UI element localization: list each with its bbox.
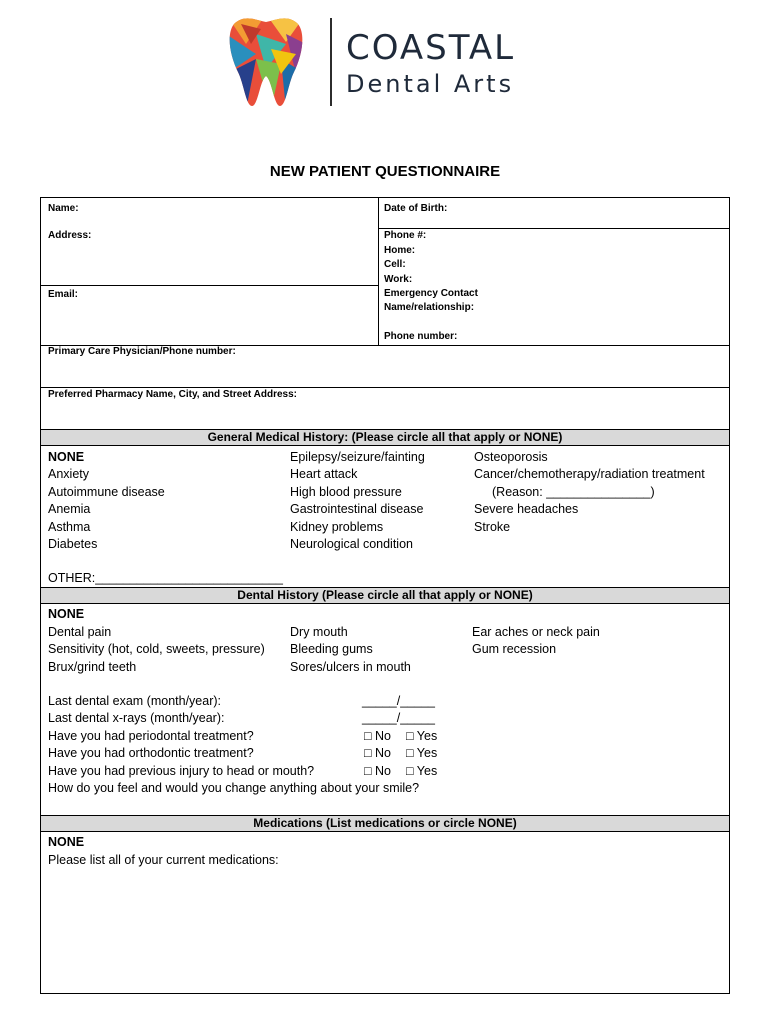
injury-yes-checkbox[interactable]: □ Yes xyxy=(406,764,438,778)
medical-option[interactable]: Osteoporosis xyxy=(474,450,548,464)
cell-phone-field[interactable]: Cell: xyxy=(384,259,406,270)
dental-option[interactable]: Bleeding gums xyxy=(290,642,373,656)
emergency-contact-label: Emergency Contact xyxy=(384,288,478,299)
questionnaire-form xyxy=(40,197,730,994)
dob-field[interactable]: Date of Birth: xyxy=(384,203,448,214)
medical-option[interactable]: Diabetes xyxy=(48,537,98,551)
last-exam-question: Last dental exam (month/year): xyxy=(48,694,221,708)
smile-question[interactable]: How do you feel and would you change anything about your smile? xyxy=(48,781,420,795)
last-xray-field[interactable]: _____/_____ xyxy=(362,711,435,725)
medications-list-field[interactable]: Please list all of your current medications: xyxy=(48,853,279,867)
medical-other-field[interactable]: OTHER:___________________________ xyxy=(48,571,283,585)
medical-option[interactable]: Cancer/chemotherapy/radiation treatment xyxy=(474,467,705,481)
ortho-question: Have you had orthodontic treatment? xyxy=(48,746,254,760)
dental-option[interactable]: Sensitivity (hot, cold, sweets, pressure) xyxy=(48,642,265,656)
dental-option[interactable]: Gum recession xyxy=(472,642,557,656)
clinic-logo xyxy=(226,14,536,110)
work-phone-field[interactable]: Work: xyxy=(384,274,413,285)
tooth-logo-icon xyxy=(226,14,306,110)
perio-question: Have you had periodontal treatment? xyxy=(48,729,254,743)
email-field[interactable]: Email: xyxy=(48,289,79,300)
ortho-no-checkbox[interactable]: □ No xyxy=(364,746,392,760)
brand-subtitle: Dental Arts xyxy=(346,70,515,98)
pharmacy-field[interactable]: Preferred Pharmacy Name, City, and Street Address: xyxy=(48,389,297,400)
medical-option[interactable]: Kidney problems xyxy=(290,520,384,534)
dental-option[interactable]: Dry mouth xyxy=(290,625,348,639)
home-phone-field[interactable]: Home: xyxy=(384,245,416,256)
ortho-yes-checkbox[interactable]: □ Yes xyxy=(406,746,438,760)
medical-option[interactable]: Anxiety xyxy=(48,467,89,481)
perio-no-checkbox[interactable]: □ No xyxy=(364,729,392,743)
logo-divider xyxy=(330,18,332,106)
perio-yes-checkbox[interactable]: □ Yes xyxy=(406,729,438,743)
injury-question: Have you had previous injury to head or mouth? xyxy=(48,764,315,778)
page-title: NEW PATIENT QUESTIONNAIRE xyxy=(269,163,501,180)
brand-name: COASTAL xyxy=(346,28,516,68)
medical-option[interactable]: Heart attack xyxy=(290,467,358,481)
medical-option[interactable]: Anemia xyxy=(48,502,91,516)
dental-history-header: Dental History (Please circle all that apply or NONE) xyxy=(41,587,729,604)
medications-header: Medications (List medications or circle NONE) xyxy=(41,815,729,832)
medical-option[interactable]: Autoimmune disease xyxy=(48,485,165,499)
medical-option[interactable]: Asthma xyxy=(48,520,91,534)
dental-none-option[interactable]: NONE xyxy=(48,607,85,621)
dental-option[interactable]: Brux/grind teeth xyxy=(48,660,137,674)
medical-option[interactable]: Severe headaches xyxy=(474,502,579,516)
name-field[interactable]: Name: xyxy=(48,203,79,214)
address-field[interactable]: Address: xyxy=(48,230,92,241)
medical-none-option[interactable]: NONE xyxy=(48,450,85,464)
medical-option[interactable]: Epilepsy/seizure/fainting xyxy=(290,450,425,464)
injury-no-checkbox[interactable]: □ No xyxy=(364,764,392,778)
phone-label: Phone #: xyxy=(384,230,427,241)
last-xray-question: Last dental x-rays (month/year): xyxy=(48,711,225,725)
cancer-reason-field[interactable]: (Reason: _______________) xyxy=(492,485,655,499)
last-exam-field[interactable]: _____/_____ xyxy=(362,694,435,708)
medical-option[interactable]: Neurological condition xyxy=(290,537,413,551)
dental-option[interactable]: Ear aches or neck pain xyxy=(472,625,600,639)
medical-option[interactable]: Gastrointestinal disease xyxy=(290,502,424,516)
medications-none-option[interactable]: NONE xyxy=(48,835,85,849)
dental-option[interactable]: Sores/ulcers in mouth xyxy=(290,660,411,674)
emergency-contact-field[interactable]: Name/relationship: xyxy=(384,302,475,313)
medical-option[interactable]: Stroke xyxy=(474,520,511,534)
emergency-phone-field[interactable]: Phone number: xyxy=(384,331,458,342)
primary-care-field[interactable]: Primary Care Physician/Phone number: xyxy=(48,346,236,357)
medical-history-header: General Medical History: (Please circle all that apply or NONE) xyxy=(41,429,729,446)
medical-option[interactable]: High blood pressure xyxy=(290,485,402,499)
dental-option[interactable]: Dental pain xyxy=(48,625,112,639)
